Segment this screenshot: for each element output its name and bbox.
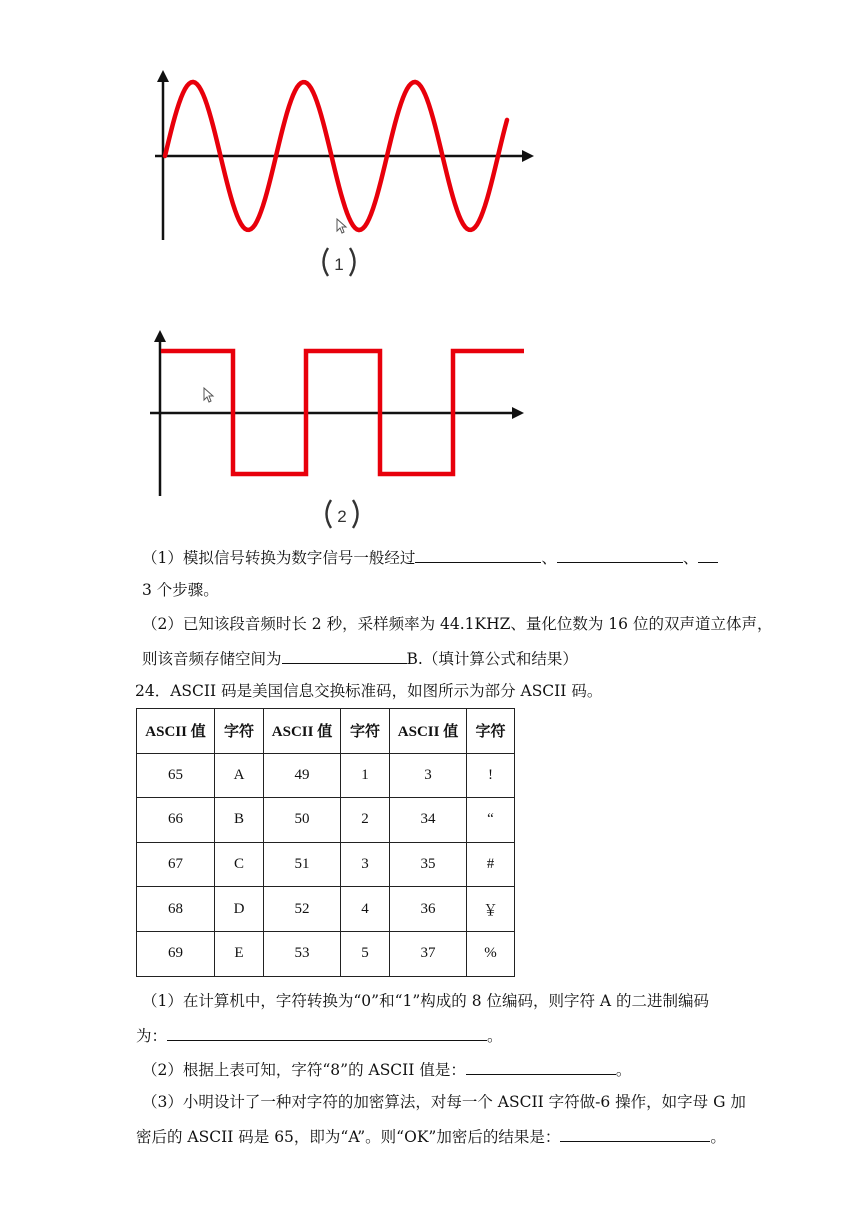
answer-blank-step1[interactable]: [415, 546, 541, 563]
table-cell: ￥: [467, 887, 515, 932]
fig1-label: [324, 248, 355, 276]
table-row: [137, 887, 515, 932]
table-cell: 65: [137, 753, 215, 798]
table-cell: 67: [137, 842, 215, 887]
q24-part3-line2: 密后的 ASCII 码是 65，即为“A”。则“OK”加密后的结果是： 。: [136, 1125, 726, 1147]
answer-blank-storage[interactable]: [282, 647, 407, 664]
table-cell: 35: [390, 842, 467, 887]
q24-intro: 24．ASCII 码是美国信息交换标准码，如图所示为部分 ASCII 码。: [135, 682, 603, 700]
fig2-label-number: 2: [337, 507, 347, 526]
table-cell: 69: [137, 931, 215, 976]
table-cell: 5: [341, 931, 390, 976]
table-cell: 53: [264, 931, 341, 976]
table-row: [137, 798, 515, 843]
answer-blank-encrypted[interactable]: [560, 1125, 710, 1142]
q24-part1-line1: （1）在计算机中，字符转换为“0”和“1”构成的 8 位编码，则字符 A 的二进制编码: [142, 992, 710, 1010]
table-cell: B: [215, 798, 264, 843]
mouse-cursor-icon: [337, 219, 346, 233]
fig2-y-arrow: [154, 330, 166, 342]
table-cell: 68: [137, 887, 215, 932]
table-cell: 3: [341, 842, 390, 887]
table-cell: %: [467, 931, 515, 976]
q23-part1-line1: （1）模拟信号转换为数字信号一般经过 、 、: [142, 546, 718, 568]
table-cell: 37: [390, 931, 467, 976]
table-cell: !: [467, 753, 515, 798]
figure-analog-signal: [0, 0, 860, 290]
table-header-cell: ASCII 值: [137, 709, 215, 754]
answer-blank-step3[interactable]: [698, 546, 718, 563]
table-cell: D: [215, 887, 264, 932]
fig2-x-arrow: [512, 407, 524, 419]
answer-blank-step2[interactable]: [557, 546, 683, 563]
table-cell: “: [467, 798, 515, 843]
table-cell: 2: [341, 798, 390, 843]
answer-blank-binary-code[interactable]: [167, 1024, 487, 1041]
q23-part2-line1: （2）已知该段音频时长 2 秒，采样频率为 44.1KHZ、量化位数为 16 位的双声道立体声，: [142, 615, 773, 633]
digital-square-wave: [161, 351, 524, 474]
table-cell: 4: [341, 887, 390, 932]
table-header-cell: ASCII 值: [390, 709, 467, 754]
q24-part3-line1: （3）小明设计了一种对字符的加密算法，对每一个 ASCII 字符做-6 操作，如字母 G 加: [142, 1093, 746, 1111]
table-header-cell: 字符: [467, 709, 515, 754]
table-cell: #: [467, 842, 515, 887]
fig1-x-arrow: [522, 150, 534, 162]
table-header-cell: ASCII 值: [264, 709, 341, 754]
table-header-cell: 字符: [215, 709, 264, 754]
table-cell: 49: [264, 753, 341, 798]
table-cell: 34: [390, 798, 467, 843]
q23-part2-line2: 则该音频存储空间为 B.（填计算公式和结果）: [142, 647, 578, 669]
table-cell: 3: [390, 753, 467, 798]
fig1-label-number: 1: [334, 255, 344, 274]
mouse-cursor-icon: [204, 388, 213, 402]
q24-part1-line2: 为： 。: [136, 1024, 503, 1046]
table-cell: 52: [264, 887, 341, 932]
table-cell: C: [215, 842, 264, 887]
table-row: [137, 842, 515, 887]
fig1-y-arrow: [157, 70, 169, 82]
table-cell: 50: [264, 798, 341, 843]
ascii-table: [136, 708, 515, 977]
q24-part2: （2）根据上表可知，字符“8”的 ASCII 值是： 。: [142, 1058, 631, 1080]
answer-blank-ascii-value[interactable]: [466, 1058, 616, 1075]
table-cell: 51: [264, 842, 341, 887]
table-row: [137, 753, 515, 798]
table-cell: A: [215, 753, 264, 798]
q23-part1-line2: 3 个步骤。: [142, 581, 219, 599]
table-cell: 66: [137, 798, 215, 843]
table-cell: E: [215, 931, 264, 976]
table-header-cell: 字符: [341, 709, 390, 754]
table-row: [137, 931, 515, 976]
fig2-label: [327, 500, 358, 528]
table-cell: 36: [390, 887, 467, 932]
table-header-row: [137, 709, 515, 754]
table-cell: 1: [341, 753, 390, 798]
